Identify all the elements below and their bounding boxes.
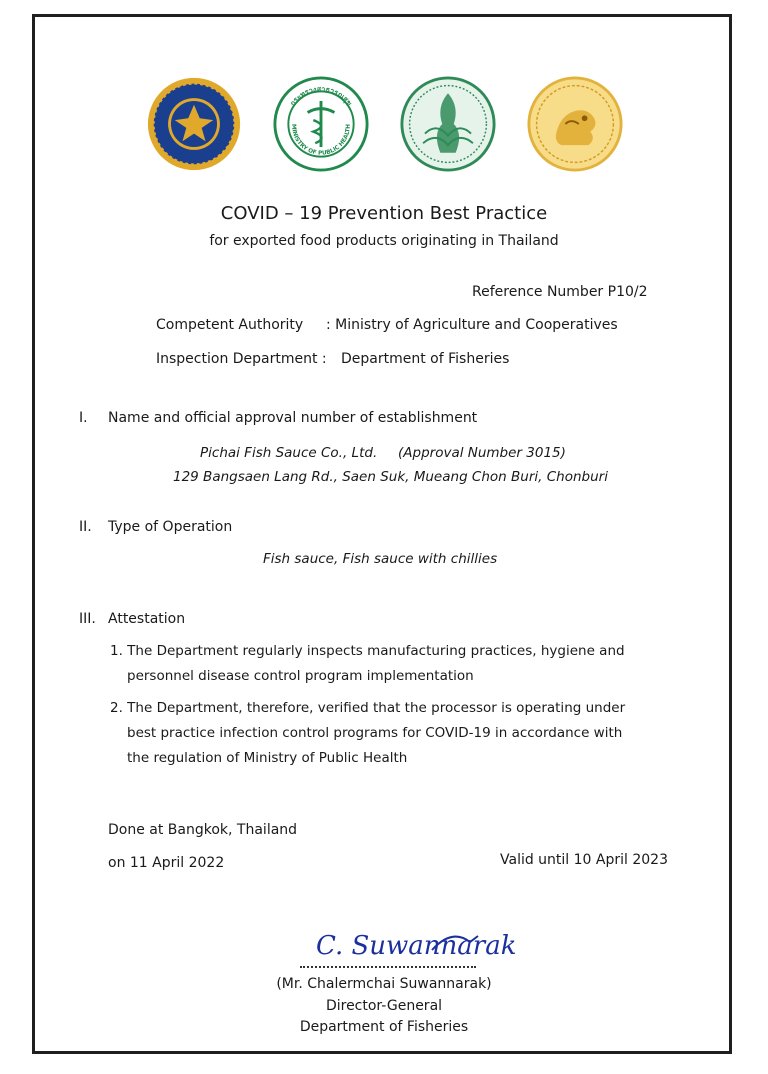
issue-place: Done at Bangkok, Thailand <box>108 822 298 838</box>
section-2-number: II. <box>79 519 92 535</box>
document-subtitle: for exported food products originating in Thailand <box>209 233 559 249</box>
attestation-item-2-line-1: 2. The Department, therefore, verified that the processor is operating under <box>110 700 626 716</box>
signature-text: C. Suwannarak <box>316 931 517 961</box>
signatory-title: Director-General <box>325 998 443 1014</box>
section-2-heading: Type of Operation <box>108 519 233 535</box>
competent-authority-value: : Ministry of Agriculture and Cooperatives <box>326 317 618 333</box>
attestation-item-2-line-3: the regulation of Ministry of Public Health <box>127 750 408 766</box>
handwritten-signature <box>312 920 517 966</box>
ministry-public-health-seal <box>273 76 369 172</box>
fisheries-seal <box>527 76 623 172</box>
operation-type: Fish sauce, Fish sauce with chillies <box>263 551 498 567</box>
section-1-number: I. <box>79 410 88 426</box>
attestation-item-1-line-2: personnel disease control program implementation <box>127 668 474 684</box>
agriculture-seal <box>400 76 496 172</box>
signatory-name: (Mr. Chalermchai Suwannarak) <box>276 976 492 992</box>
section-1-heading: Name and official approval number of establishment <box>108 410 478 426</box>
valid-until: Valid until 10 April 2023 <box>500 852 668 868</box>
document-title: COVID – 19 Prevention Best Practice <box>220 203 548 224</box>
establishment-address: 129 Bangsaen Lang Rd., Saen Suk, Mueang Chon Buri, Chonburi <box>173 469 608 485</box>
issue-date: on 11 April 2022 <box>108 855 225 871</box>
inspection-department-label: Inspection Department : <box>156 351 327 367</box>
approval-number: (Approval Number 3015) <box>398 445 566 461</box>
moph-seal-bottom-text: MINISTRY OF PUBLIC HEALTH <box>290 123 352 157</box>
royal-garuda-seal <box>146 76 242 172</box>
competent-authority-label: Competent Authority <box>156 317 304 333</box>
moph-seal-top-text: กระทรวงสาธารณสุข <box>287 84 355 108</box>
section-3-heading: Attestation <box>108 611 186 627</box>
reference-number: Reference Number P10/2 <box>472 284 648 300</box>
signatory-department: Department of Fisheries <box>299 1019 469 1035</box>
inspection-department-value: Department of Fisheries <box>341 351 510 367</box>
establishment-name: Pichai Fish Sauce Co., Ltd. <box>200 445 378 461</box>
attestation-item-1-line-1: 1. The Department regularly inspects manufacturing practices, hygiene and <box>110 643 625 659</box>
signature-dotted-line <box>300 966 476 968</box>
attestation-item-2-line-2: best practice infection control programs for COVID-19 in accordance with <box>127 725 623 741</box>
section-3-number: III. <box>79 611 96 627</box>
